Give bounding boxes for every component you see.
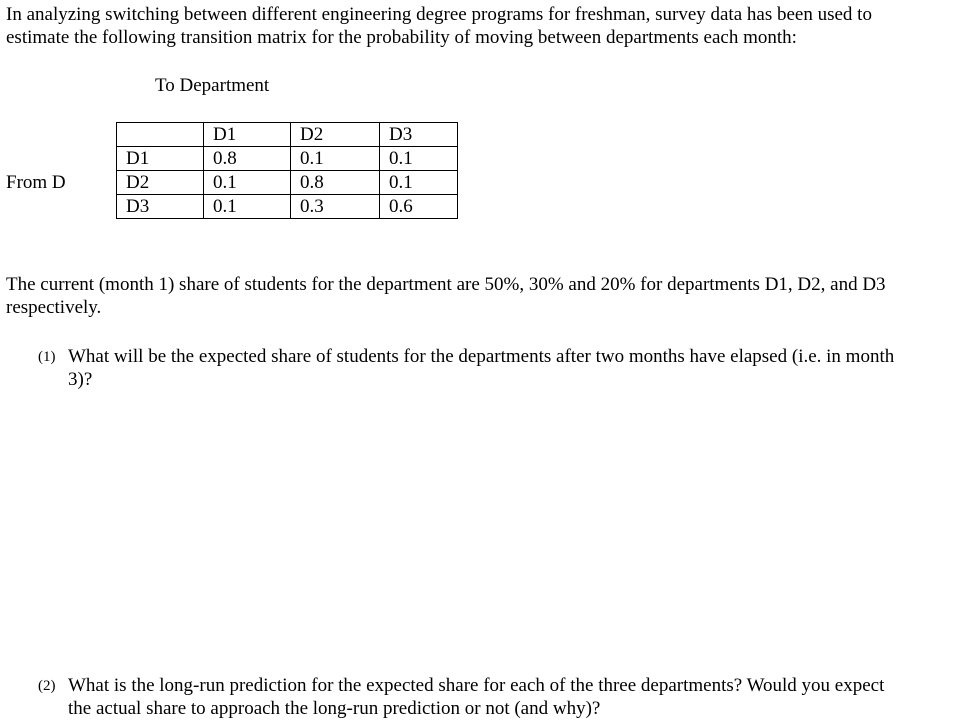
table-header-row (117, 123, 458, 147)
table-cell: 0.1 (204, 171, 291, 195)
current-share-line-1: The current (month 1) share of students for the department are 50%, 30% and 20% for departments D1, D2, and D3 (6, 274, 886, 295)
intro-text-line-1: In analyzing switching between different engineering degree programs for freshman, survey data has been used to (6, 4, 872, 25)
question-1-text-line-2: 3)? (68, 369, 93, 390)
question-2-text-line-2: the actual share to approach the long-run prediction or not (and why)? (68, 698, 601, 719)
table-row (117, 171, 458, 195)
table-cell: 0.6 (380, 195, 458, 219)
table-header-cell: D2 (291, 123, 380, 147)
table-header-cell (117, 123, 204, 147)
table-row-label: D3 (117, 195, 204, 219)
table-cell: 0.8 (291, 171, 380, 195)
table-row (117, 147, 458, 171)
table-cell: 0.1 (291, 147, 380, 171)
table-row (117, 195, 458, 219)
table-row-label: D2 (117, 171, 204, 195)
table-cell: 0.1 (204, 195, 291, 219)
table-cell: 0.1 (380, 147, 458, 171)
current-share-line-2: respectively. (6, 297, 102, 318)
table-row-label: D1 (117, 147, 204, 171)
intro-text-line-2: estimate the following transition matrix for the probability of moving between departments each month: (6, 27, 797, 48)
question-2-number: (2) (38, 678, 56, 694)
table-header-cell: D1 (204, 123, 291, 147)
from-department-label: From D (6, 172, 66, 193)
table-cell: 0.8 (204, 147, 291, 171)
table-header-cell: D3 (380, 123, 458, 147)
question-1-text-line-1: What will be the expected share of students for the departments after two months have elapsed (i.e. in month (68, 346, 895, 367)
transition-matrix-table (116, 122, 458, 219)
table-cell: 0.3 (291, 195, 380, 219)
question-2-text-line-1: What is the long-run prediction for the expected share for each of the three departments? Would you expect (68, 675, 885, 696)
table-cell: 0.1 (380, 171, 458, 195)
to-department-label: To Department (155, 75, 270, 96)
question-1-number: (1) (38, 349, 56, 365)
